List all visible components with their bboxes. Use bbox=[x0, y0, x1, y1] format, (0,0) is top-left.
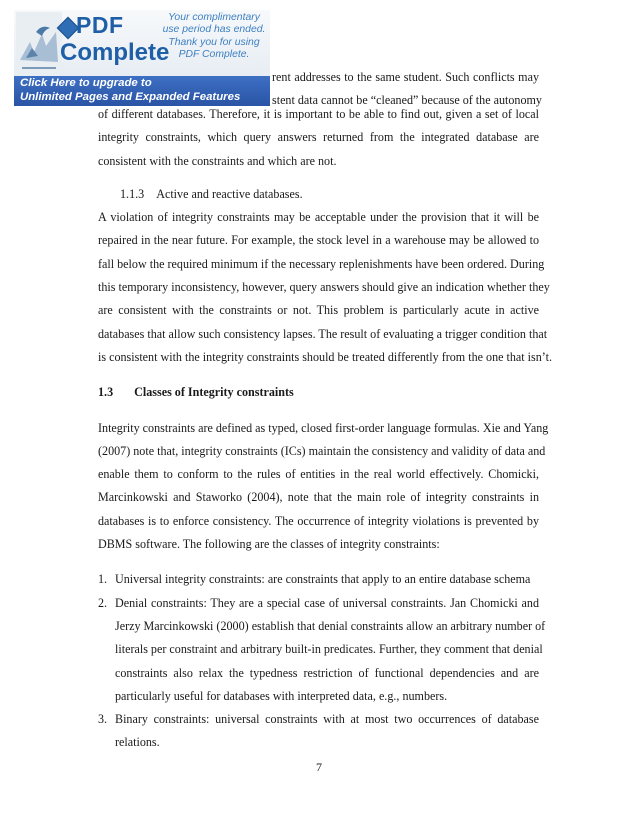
brand-pdf: PDF bbox=[76, 12, 124, 38]
brand-complete: Complete bbox=[60, 39, 170, 66]
paragraph-line: A violation of integrity constraints may be acceptable under the provision that it will be bbox=[98, 210, 539, 225]
list-line: Jerzy Marcinkowski (2000) establish that denial constraints allow an arbitrary number of bbox=[115, 618, 546, 633]
list-item bbox=[98, 592, 546, 708]
promo-line: use period has ended. bbox=[162, 24, 266, 36]
sub-heading-number: 1.1.3 bbox=[120, 186, 145, 201]
list-line: literals per constraint and arbitrary built-in predicates. Further, they comment that denial bbox=[115, 642, 543, 657]
list-line: Denial constraints: They are a special case of universal constraints. Jan Chomicki and bbox=[115, 595, 539, 610]
document-page bbox=[98, 103, 552, 755]
list-line: particularly useful for databases with interpreted data, e.g., numbers. bbox=[115, 688, 448, 703]
paragraph-line: fall below the required minimum if the necessary replenishments have been ordered. During bbox=[98, 256, 545, 271]
sub-heading bbox=[98, 183, 539, 206]
list-item bbox=[98, 568, 539, 591]
page-number: 7 bbox=[316, 760, 322, 774]
list-line: constraints also relax the typedness restriction of functional dependencies and are bbox=[115, 665, 539, 680]
cta-line[interactable]: Unlimited Pages and Expanded Features bbox=[20, 90, 241, 103]
paragraph-line: Integrity constraints are defined as typed, closed first-order language formulas. Xie and Yang bbox=[98, 420, 549, 435]
upgrade-cta[interactable] bbox=[20, 77, 240, 104]
list-line: Universal integrity constraints: are constraints that apply to an entire database schema bbox=[115, 572, 531, 587]
promo-line: PDF Complete. bbox=[178, 49, 250, 61]
upgrade-banner[interactable] bbox=[14, 10, 270, 106]
pdf-complete-logo-icon bbox=[16, 12, 62, 76]
section-title: Classes of Integrity constraints bbox=[134, 385, 294, 400]
paragraph-line: DBMS software. The following are the classes of integrity constraints: bbox=[98, 537, 440, 552]
paragraph-line: (2007) note that, integrity constraints (ICs) maintain the consistency and validity of data and bbox=[98, 443, 546, 458]
intro-line-1: rent addresses to the same student. Such conflicts may bbox=[272, 70, 539, 84]
list-line: Binary constraints: universal constraints with at most two occurrences of database bbox=[115, 712, 539, 727]
paragraph-line: this temporary inconsistency, however, query answers should give an indication whether they bbox=[98, 280, 550, 295]
constraint-list bbox=[98, 568, 546, 754]
intro-line: of different databases. Therefore, it is important to be able to find out, given a set of local bbox=[98, 107, 539, 121]
list-number: 1. bbox=[98, 572, 108, 587]
sub-heading-text: Active and reactive databases. bbox=[156, 186, 303, 201]
classes-paragraph bbox=[98, 417, 549, 557]
paragraph-line: repaired in the near future. For example, the stock level in a warehouse may be allowed to bbox=[98, 233, 539, 248]
intro-line: integrity constraints, which query answers returned from the integrated database are bbox=[98, 130, 539, 145]
list-item bbox=[98, 708, 539, 755]
cta-line[interactable]: Click Here to upgrade to bbox=[20, 77, 152, 89]
promo-line: Thank you for using bbox=[168, 36, 260, 48]
paragraph-line: databases is to enforce consistency. The occurrence of integrity violations is prevented by bbox=[98, 513, 539, 528]
section-number: 1.3 bbox=[98, 385, 114, 400]
list-number: 2. bbox=[98, 595, 108, 610]
paragraph-line: enable them to conform to the rules of entities in the real world effectively. Chomicki, bbox=[98, 467, 539, 482]
promo-line: Your complimentary bbox=[168, 12, 260, 23]
paragraph-line: Marcinkowski and Staworko (2004), note that the main role of integrity constraints in bbox=[98, 490, 539, 505]
paragraph-line: databases that allow such consistency lapses. The result of evaluating a trigger condition that bbox=[98, 326, 548, 341]
paragraph-line: are consistent with the constraints or not. This problem is particularly acute in active bbox=[98, 303, 539, 318]
list-number: 3. bbox=[98, 712, 108, 727]
upgrade-link[interactable] bbox=[14, 76, 270, 106]
banner-top-panel bbox=[14, 10, 270, 76]
promo-message bbox=[160, 12, 268, 62]
paragraph-line: is consistent with the integrity constraints should be treated differently from the one that isn’t. bbox=[98, 349, 552, 364]
intro-line: consistent with the constraints and which are not. bbox=[98, 153, 337, 168]
intro-line-2: stent data cannot be “cleaned” because of the autonomy bbox=[272, 93, 542, 107]
section-heading bbox=[98, 381, 539, 404]
list-line: relations. bbox=[115, 735, 160, 750]
